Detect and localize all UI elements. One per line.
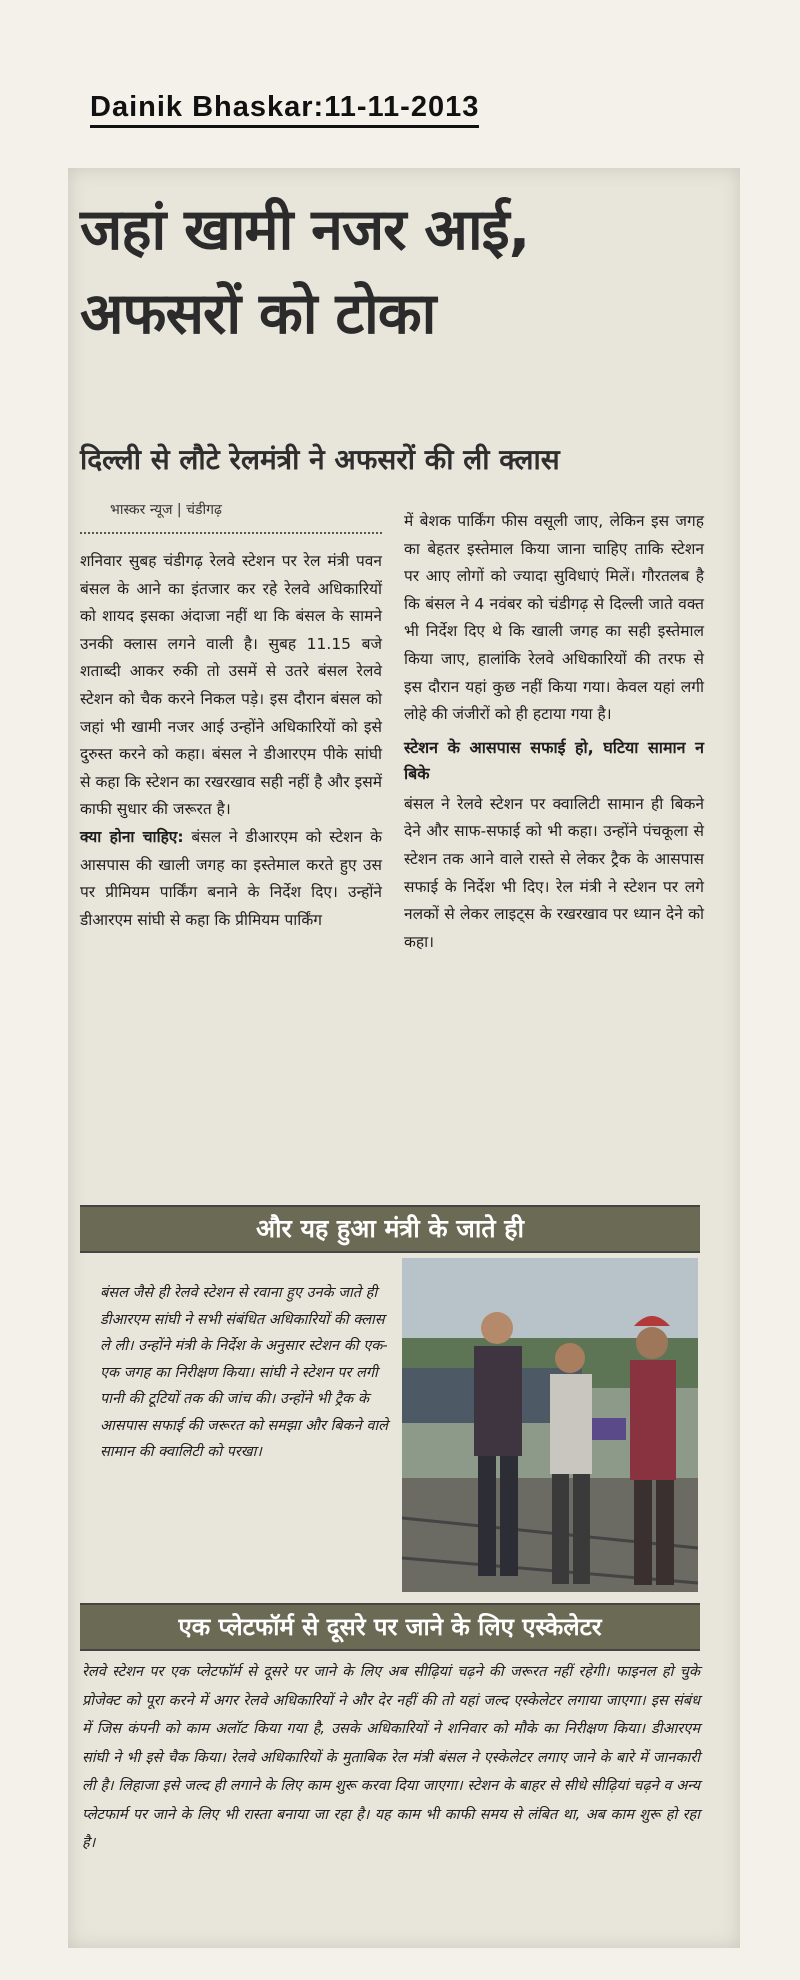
- section-banner-after-minister: और यह हुआ मंत्री के जाते ही: [80, 1205, 700, 1253]
- article-paragraph-text: बंसल ने डीआरएम को स्टेशन के आसपास की खाली जगह का इस्तेमाल करते हुए उस पर प्रीमियम पार्किंग बनाने के निर्देश दिए। उन्होंने डीआरएम सांघी से कहा कि प्रीमियम पार्किंग: [80, 827, 382, 929]
- headline: जहां खामी नजर आई, अफसरों को टोका: [80, 197, 530, 347]
- byline-divider: [80, 532, 382, 534]
- news-photo: [402, 1258, 698, 1592]
- article-column-left: [80, 548, 382, 934]
- adjacent-column-bleed-right: [770, 230, 800, 1870]
- escalator-text: रेलवे स्टेशन पर एक प्लेटफॉर्म से दूसरे पर जाने के लिए अब सीढ़ियां चढ़ने की जरूरत नहीं रहेगी। फाइनल हो चुके प्रोजेक्ट को पूरा करने में अगर रेलवे अधिकारियों ने और देर नहीं की तो यहां जल्द एस्केलेटर लगाया जाएगा। इस संबंध में जिस कंपनी को काम अलॉट किया गया है, उसके अधिकारियों ने शनिवार को मौके का निरीक्षण किया। डीआरएम सांघी ने भी इसे चैक किया। रेलवे अधिकारियों के मुताबिक रेल मंत्री बंसल ने एस्केलेटर लगाए जाने के बारे में जानकारी ली है। लिहाजा इसे जल्द ही लगाने के लिए काम शुरू करवा दिया जाएगा। स्टेशन के बाहर से सीधे सीढ़ियां चढ़ने व अन्य प्लेटफार्म पर जाने के लिए भी रास्ता बनाया जा रहा है। यह काम भी काफी समय से लंबित था, अब काम शुरू हो रहा है।: [82, 1664, 700, 1851]
- section-lead-in: क्या होना चाहिए:: [80, 827, 184, 846]
- source-date-line: Dainik Bhaskar:11-11-2013: [90, 90, 479, 128]
- adjacent-column-bleed-left: [0, 230, 40, 1870]
- article-paragraph: बंसल ने रेलवे स्टेशन पर क्वालिटी सामान ही बिकने देने और साफ-सफाई को भी कहा। उन्होंने पंचकूला से स्टेशन तक आने वाले रास्ते से लेकर ट्रैक के आसपास सफाई के निर्देश भी दिए। रेल मंत्री ने स्टेशन पर लगे नलकों से लेकर लाइट्स के रखरखाव पर ध्यान देने को कहा।: [404, 794, 704, 951]
- photo-track: [402, 1478, 698, 1592]
- photo-document: [592, 1418, 626, 1440]
- article-paragraph: में बेशक पार्किंग फीस वसूली जाए, लेकिन इस जगह का बेहतर इस्तेमाल किया जाना चाहिए ताकि स्टेशन पर आए लोगों को ज्यादा सुविधाएं मिलें। गौरतलब है कि बंसल ने 4 नवंबर को चंडीगढ़ से दिल्ली जाते वक्त भी निर्देश दिए थे कि खाली जगह का सही इस्तेमाल किया जाए, हालांकि रेलवे अधिकारियों की तरफ से इस दौरान यहां कुछ नहीं किया गया। केवल यहां लगी लोहे की जंजीरों को ही हटाया गया है।: [404, 512, 704, 724]
- article-paragraph: [80, 824, 382, 934]
- article-paragraph: शनिवार सुबह चंडीगढ़ रेलवे स्टेशन पर रेल मंत्री पवन बंसल के आने का इंतजार कर रहे रेलवे अधिकारियों को शायद इसका अंदाजा नहीं था कि बंसल के सामने उनकी क्लास लगने वाली है। सुबह 11.15 बजे शताब्दी आकर रुकी तो उसमें से उतरे बंसल रेलवे स्टेशन को चैक करने निकल पड़े। इस दौरान बंसल को जहां भी खामी नजर आई उन्होंने अधिकारियों को इसे दुरुस्त करने को कहा। बंसल ने डीआरएम पीके सांघी से कहा कि स्टेशन का रखरखाव सही नहीं है और इसमें काफी सुधार की जरूरत है।: [80, 552, 382, 819]
- byline: भास्कर न्यूज | चंडीगढ़: [110, 502, 222, 518]
- after-minister-text: बंसल जैसे ही रेलवे स्टेशन से रवाना हुए उनके जाते ही डीआरएम सांघी ने सभी संबंधित अधिकारियों की क्लास ले ली। उन्होंने मंत्री के निर्देश के अनुसार स्टेशन की एक-एक जगह का निरीक्षण किया। सांघी ने स्टेशन पर लगी पानी की टूटियों तक की जांच की। उन्होंने भी ट्रैक के आसपास सफाई की जरूरत को समझा और बिकने वाले सामान की क्वालिटी को परखा।: [100, 1285, 388, 1460]
- article-column-right: [404, 508, 704, 956]
- subheadline: दिल्ली से लौटे रेलमंत्री ने अफसरों की ली क्लास: [80, 443, 560, 476]
- section-subhead: स्टेशन के आसपास सफाई हो, घटिया सामान न बिके: [404, 737, 704, 783]
- section-banner-escalator: एक प्लेटफॉर्म से दूसरे पर जाने के लिए एस्केलेटर: [80, 1603, 700, 1651]
